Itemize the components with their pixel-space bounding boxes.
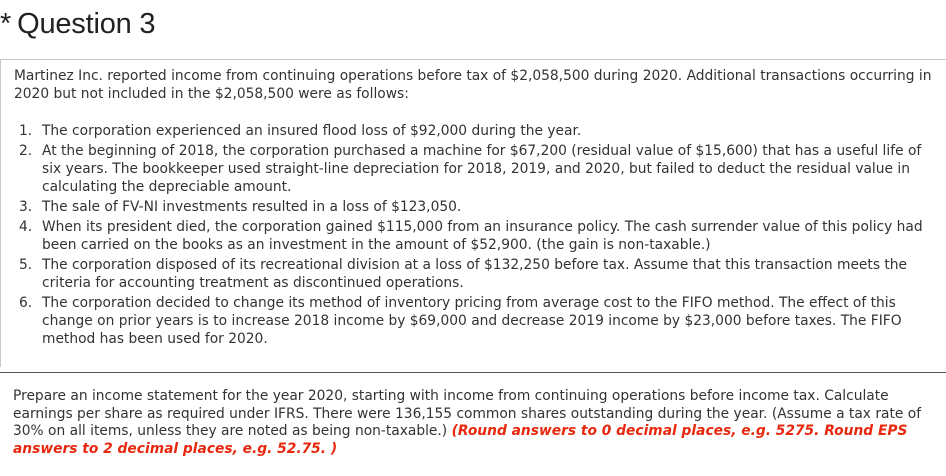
list-item-number: 6. (19, 295, 33, 311)
list-item-number: 4. (19, 219, 33, 235)
list-item (14, 142, 939, 196)
list-item-text: When its president died, the corporation gained $115,000 from an insurance policy. The cash surrender value of this policy had been carried on the books as an investment in the amount of $52,900. (the gain is non-taxable.) (42, 219, 923, 253)
list-item-number: 1. (19, 123, 33, 139)
list-item (14, 218, 939, 254)
question-title-text: Question 3 (17, 8, 156, 40)
list-item-text: The corporation decided to change its method of inventory pricing from average cost to the FIFO method. The effect of this change on prior years is to increase 2018 income by $69,000 and decrease 2019 income by $23,000 before taxes. The FIFO method has been used for 2020. (42, 295, 902, 347)
transaction-list (14, 122, 939, 350)
question-prompt (13, 388, 938, 458)
section-divider (0, 372, 946, 373)
list-item (14, 198, 939, 216)
question-intro: Martinez Inc. reported income from continuing operations before tax of $2,058,500 during 2020. Additional transactions occurring in 2020 but not included in the $2,058,500 were as follows: (14, 68, 932, 102)
question-title (0, 8, 155, 41)
list-item-text: At the beginning of 2018, the corporation purchased a machine for $67,200 (residual value of $15,600) that has a useful life of six years. The bookkeeper used straight-line depreciation for 2018, 2019, and 2020, but failed to deduct the residual value in calculating the depreciable amount. (42, 143, 922, 195)
question-body (0, 59, 946, 367)
list-item-number: 3. (19, 199, 33, 215)
list-item (14, 122, 939, 140)
list-item (14, 256, 939, 292)
prompt-text: Prepare an income statement for the year 2020, starting with income from continuing operations before income tax. Calculate earnings per share as required under IFRS. There were 136,155 common shares outstanding during the year. (Assume a tax rate of 30% on all items, unless they are noted as being non-taxable.) (13, 388, 922, 439)
rounding-note: (Round answers to 0 decimal places, e.g. 5275. Round EPS answers to 2 decimal places, e.g. 52.75. ) (13, 423, 908, 457)
list-item (14, 294, 939, 348)
list-item-text: The corporation disposed of its recreational division at a loss of $132,250 before tax. Assume that this transaction meets the criteria for accounting treatment as discontinued operations. (42, 257, 908, 291)
list-item-text: The corporation experienced an insured flood loss of $92,000 during the year. (42, 123, 582, 139)
list-item-number: 5. (19, 257, 33, 273)
list-item-text: The sale of FV-NI investments resulted in a loss of $123,050. (42, 199, 462, 215)
required-asterisk: * (0, 8, 12, 40)
list-item-number: 2. (19, 143, 33, 159)
